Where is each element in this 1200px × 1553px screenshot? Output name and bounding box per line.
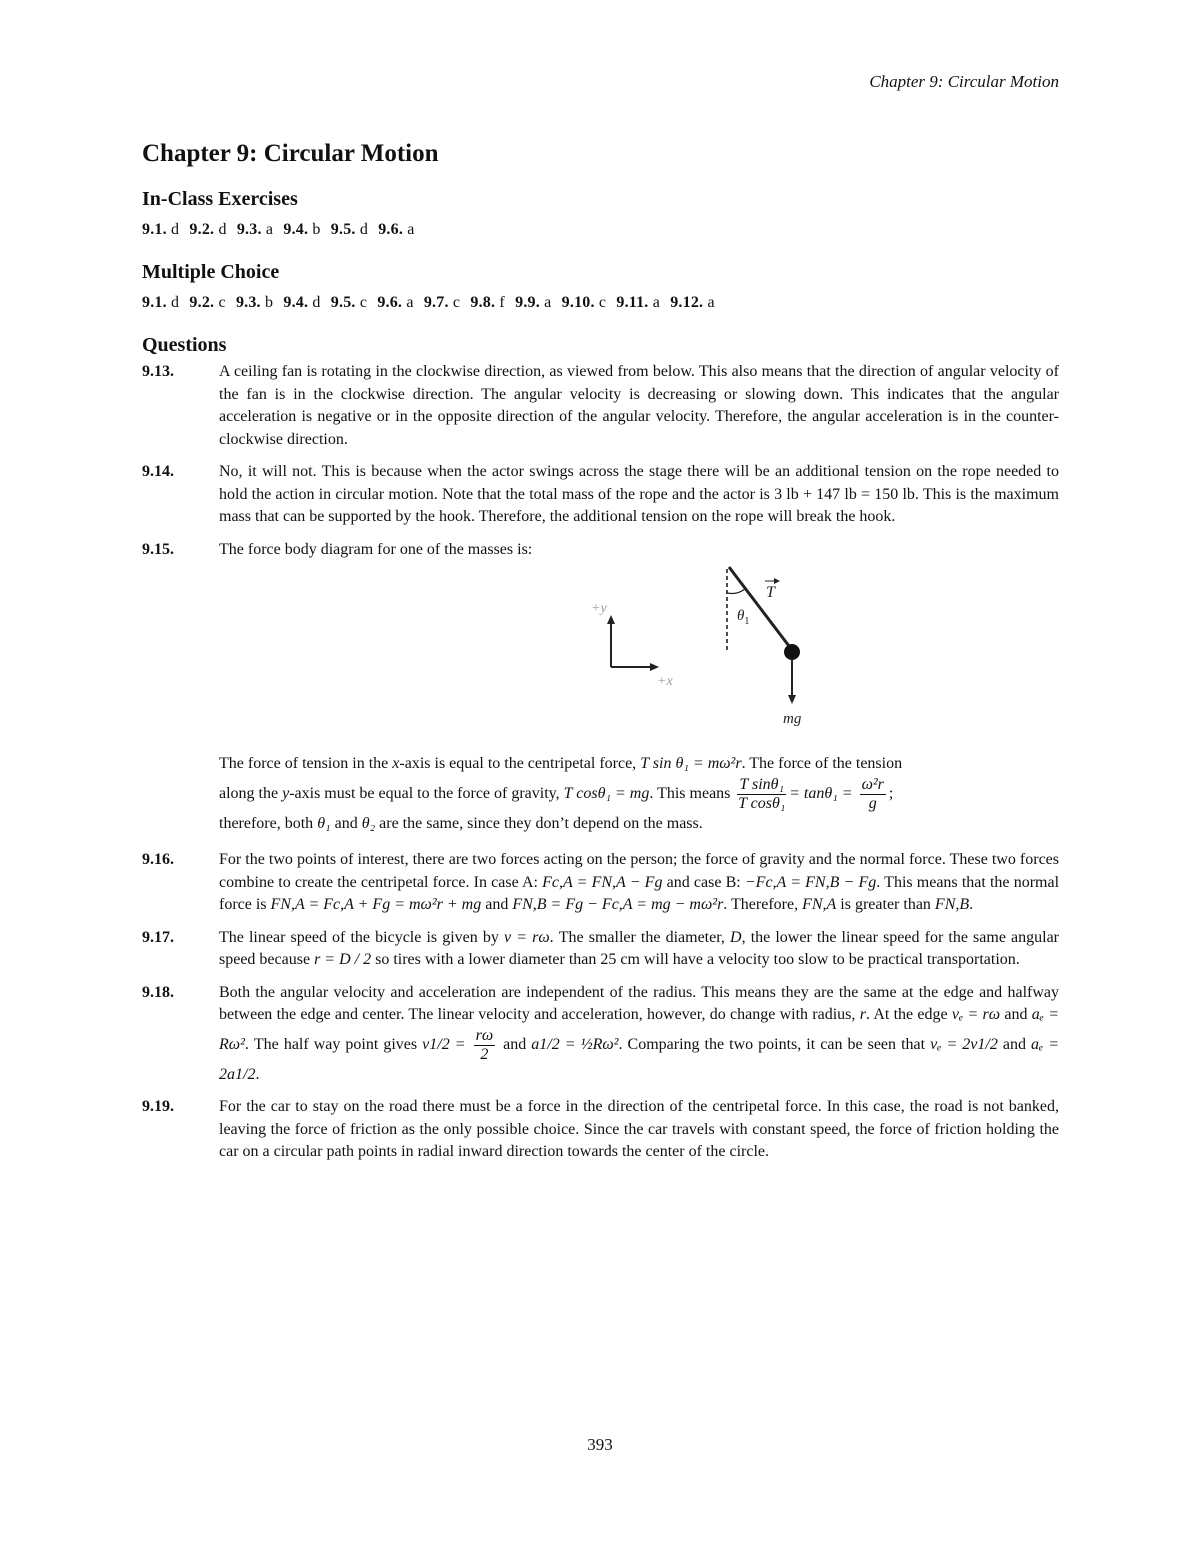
- equation: T cosθ₁ = mg: [563, 784, 650, 802]
- answer-letter: a: [406, 294, 414, 311]
- answer-number: 9.11.: [616, 294, 649, 311]
- answer-letter: a: [265, 221, 274, 238]
- question-9-15: [142, 539, 1059, 836]
- answer-intro: The force body diagram for one of the masses is:: [219, 540, 533, 558]
- answer-letter: f: [499, 294, 505, 311]
- force-body-diagram: [219, 565, 1059, 745]
- pendulum-diagram: [727, 567, 802, 727]
- answer-text: The linear speed of the bicycle is given by v = rω. The smaller the diameter, D, the lower the linear speed for the same angular speed because r = D / 2 so tires with a lower diameter than 25 cm will have a velocity too slow to be practical transportation.: [219, 928, 1060, 968]
- angle-label: $\theta_1$: [737, 608, 750, 627]
- answer-number: 9.6.: [378, 221, 404, 238]
- axis-x-label: +x: [657, 674, 673, 689]
- questions-heading: Questions: [142, 334, 227, 356]
- answer-letter: d: [171, 221, 180, 238]
- axis-y-label: +y: [591, 601, 607, 616]
- answer-letter: a: [407, 221, 415, 238]
- question-9-18: [142, 982, 1059, 1087]
- answer-number: 9.7.: [423, 294, 449, 311]
- fraction: $\frac{\text{ω²r}}{g}$: [861, 775, 884, 812]
- answer-number: 9.6.: [377, 294, 403, 311]
- running-head: Chapter 9: Circular Motion: [869, 72, 1059, 91]
- weight-label: mg: [783, 711, 802, 727]
- fraction: $\frac{r\omega}{2}$: [475, 1026, 494, 1063]
- question-number: 9.15.: [142, 540, 174, 558]
- answer-text: A ceiling fan is rotating in the clockwise direction, as viewed from below. This also means that the direction of angular velocity of the fan is in the clockwise direction. The angular velocity is decreasing or slowing down. This indicates that the angular acceleration is negative or in the opposite direction of the angular velocity. Therefore, the angular acceleration is in the counter-clockwise direction.: [219, 363, 1059, 448]
- angle-arc: [727, 589, 745, 594]
- multiple-choice-answers: [142, 294, 1059, 312]
- answer-number: 9.2.: [189, 221, 215, 238]
- answer-number: 9.1.: [142, 294, 167, 311]
- answer-number: 9.4.: [283, 221, 309, 238]
- answer-letter: a: [652, 294, 661, 311]
- answer-number: 9.12.: [670, 294, 704, 311]
- answer-letter: d: [312, 294, 321, 311]
- page-number: 393: [587, 1435, 613, 1454]
- conclusion-paragraph: therefore, both θ₁ and θ₂ are the same, since they don’t depend on the mass.: [219, 814, 703, 832]
- answer-letter: c: [452, 294, 461, 311]
- question-9-17: [142, 927, 1059, 972]
- force-body-diagram-svg: [519, 555, 802, 740]
- mass-ball: [784, 644, 800, 660]
- answer-letter: c: [598, 294, 607, 311]
- answer-letter: d: [171, 294, 180, 311]
- answer-number: 9.5.: [330, 294, 356, 311]
- question-9-16: [142, 849, 1059, 917]
- question-number: 9.19.: [142, 1098, 174, 1115]
- fraction: $\frac{\text{T sinθ₁}}{\text{T cosθ₁}}$: [738, 775, 786, 812]
- answer-letter: b: [264, 294, 274, 311]
- answer-number: 9.8.: [470, 294, 496, 311]
- answer-number: 9.10.: [561, 294, 595, 311]
- answer-letter: c: [218, 294, 226, 311]
- answer-text: Both the angular velocity and acceleration are independent of the radius. This means they are the same at the edge and halfway between the edge and center. The linear velocity and acceleration, however, do change with radius, r. At the edge vₑ = rω and aₑ = Rω². The half way point gives v1/2 = $\frac{r\omega}{2}$ and a1/2 = ½Rω². Comparing the two points, it can be seen that vₑ = 2v1/2 and aₑ = 2a1/2.: [219, 983, 1060, 1083]
- question-9-13: [142, 361, 1059, 451]
- answer-text: No, it will not. This is because when the actor swings across the stage there will be an additional tension on the rope needed to hold the action in circular motion. Note that the total mass of the rope and the actor is 3 lb + 147 lb = 150 lb. This is the maximum mass that can be supported by the hook. Therefore, the additional tension on the rope will break the hook.: [219, 463, 1059, 525]
- coordinate-axes: [591, 601, 673, 689]
- equation: T sin θ₁ = mω²r: [640, 755, 742, 772]
- multiple-choice-heading: Multiple Choice: [142, 261, 280, 283]
- tension-x-paragraph: The force of tension in the x-axis is equal to the centripetal force, T sin θ₁ = mω²r. The force of the tension: [219, 755, 903, 772]
- question-9-14: [142, 461, 1059, 529]
- answer-number: 9.3.: [236, 221, 262, 238]
- answer-number: 9.3.: [235, 294, 261, 311]
- tension-y-paragraph: along the y-axis must be equal to the force of gravity, T cosθ₁ = mg. This means $\frac{\text{T sinθ₁}}{\text{T cosθ₁}}$ = tanθ₁ = $\frac{\text{ω²r}}{g}$ ;: [219, 775, 894, 812]
- in-class-answers: [142, 221, 1059, 239]
- answer-letter: d: [218, 221, 227, 238]
- question-number: 9.16.: [142, 851, 174, 868]
- question-number: 9.18.: [142, 983, 174, 1001]
- question-number: 9.14.: [142, 463, 174, 480]
- chapter-title: Chapter 9: Circular Motion: [142, 140, 439, 167]
- answer-text: For the two points of interest, there are two forces acting on the person; the force of gravity and the normal force. These two forces combine to create the centripetal force. In case A: Fc,A = FN,A − Fg and case B: −Fc,A = FN,B − Fg. This means that the normal force is FN,A = Fc,A + Fg = mω²r + mg and FN,B = Fg − Fc,A = mg − mω²r. Therefore, FN,A is greater than FN,B.: [219, 851, 1060, 913]
- answer-letter: b: [312, 221, 321, 238]
- answer-number: 9.2.: [189, 294, 215, 311]
- answer-number: 9.1.: [142, 221, 167, 238]
- answer-letter: a: [544, 294, 552, 311]
- page-content: [142, 140, 1059, 1174]
- answer-letter: c: [359, 294, 368, 311]
- answer-number: 9.4.: [283, 294, 309, 311]
- question-number: 9.17.: [142, 928, 174, 946]
- tension-label: T: [766, 584, 775, 601]
- answer-letter: d: [359, 221, 369, 238]
- question-number: 9.13.: [142, 363, 174, 380]
- answer-text: For the car to stay on the road there must be a force in the direction of the centripetal force. In this case, the road is not banked, leaving the force of friction as the only possible choice. Since the car travels with constant speed, the force of friction holding the car on a circular path points in radial inward direction towards the center of the circle.: [219, 1098, 1059, 1160]
- question-9-19: [142, 1096, 1059, 1164]
- in-class-heading: In-Class Exercises: [142, 188, 298, 210]
- answer-number: 9.9.: [515, 294, 540, 311]
- answer-number: 9.5.: [330, 221, 356, 238]
- answer-letter: a: [707, 294, 715, 311]
